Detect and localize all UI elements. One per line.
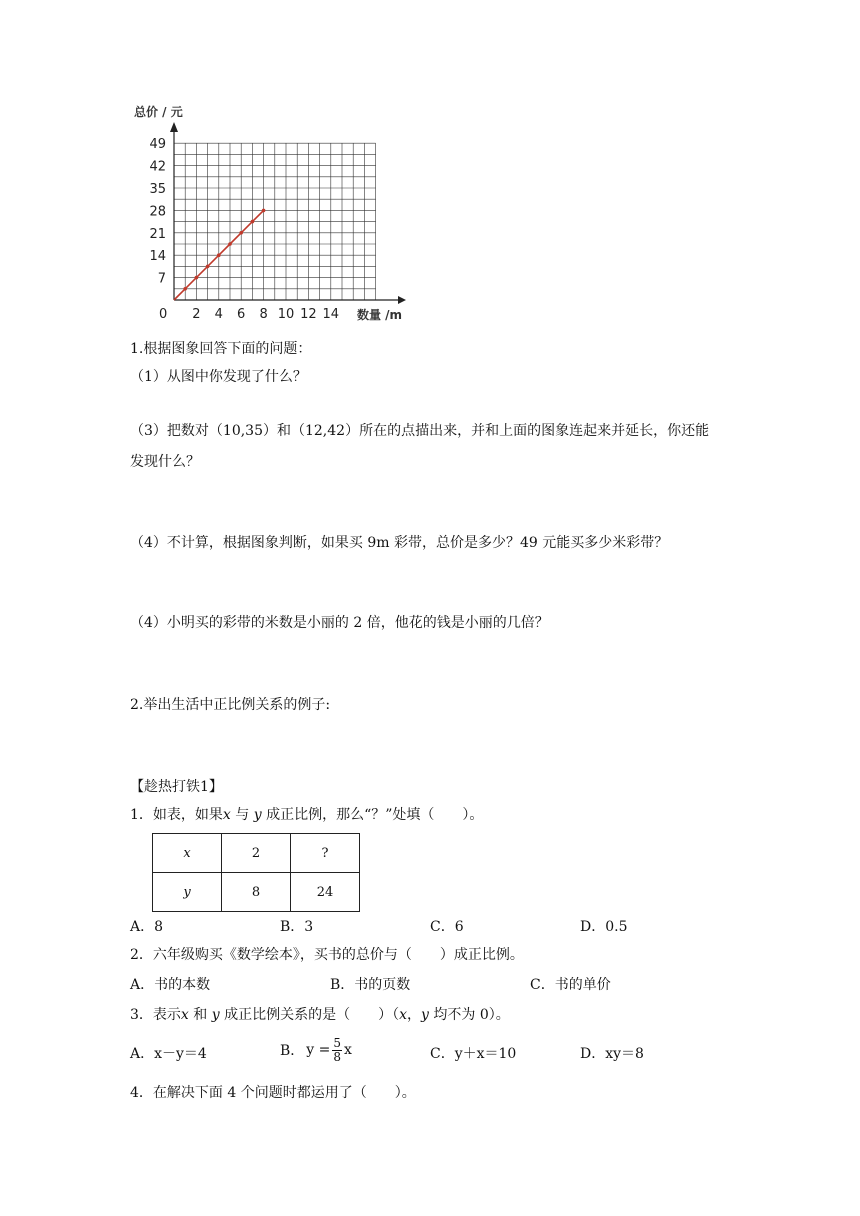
practice-q3-option-b: B． y = $\frac{5}{8}$ x bbox=[280, 1035, 352, 1064]
chart-series bbox=[174, 209, 265, 300]
x-tick-label: 4 bbox=[214, 307, 223, 322]
table-cell: 8 bbox=[222, 873, 291, 912]
table-cell: 2 bbox=[222, 834, 291, 873]
table-row bbox=[153, 873, 360, 912]
price-quantity-chart bbox=[128, 100, 428, 325]
x-tick-label: 8 bbox=[259, 307, 268, 322]
practice-q4-stem: 4．在解决下面 4 个问题时都运用了（ ）。 bbox=[130, 1085, 416, 1101]
data-point bbox=[195, 276, 199, 280]
q1-part4b: （4）小明买的彩带的米数是小丽的 2 倍，他花的钱是小丽的几倍？ bbox=[130, 615, 549, 631]
y-axis-arrow bbox=[170, 122, 178, 132]
practice-q3-stem: 3．表示x 和 y 成正比例关系的是（ ）（x，y 均不为 0）。 bbox=[130, 1007, 510, 1023]
q1-part3-line1: （3）把数对（10,35）和（12,42）所在的点描出来，并和上面的图象连起来并延长，你还能 bbox=[130, 423, 710, 439]
q1-part4a: （4）不计算，根据图象判断，如果买 9m 彩带，总价是多少？49 元能买多少米彩带？ bbox=[130, 535, 669, 551]
practice-q2-stem: 2．六年级购买《数学绘本》，买书的总价与（ ）成正比例。 bbox=[130, 947, 524, 963]
table-row bbox=[153, 834, 360, 873]
origin-label: 0 bbox=[159, 307, 168, 322]
practice-q1-table bbox=[152, 833, 360, 912]
x-axis-arrow bbox=[398, 296, 406, 304]
practice-q1-option-c: C．6 bbox=[430, 919, 464, 935]
y-tick-label: 7 bbox=[157, 271, 166, 287]
y-tick-label: 42 bbox=[149, 159, 166, 175]
y-tick-label: 14 bbox=[149, 249, 166, 265]
chart-grid bbox=[174, 143, 376, 300]
practice-q3-option-c: C．y＋x＝10 bbox=[430, 1046, 517, 1062]
fraction: $\frac{5}{8}$ bbox=[333, 1035, 342, 1064]
y-tick-label: 49 bbox=[149, 137, 166, 153]
q1-title: 1.根据图象回答下面的问题： bbox=[130, 341, 312, 357]
q1-part3-line2: 发现什么？ bbox=[130, 454, 200, 470]
practice-q2-option-a: A．书的本数 bbox=[130, 977, 211, 993]
q1-part1: （1）从图中你发现了什么？ bbox=[130, 369, 307, 385]
chart-axes bbox=[170, 122, 406, 304]
table-cell: x bbox=[153, 834, 222, 873]
x-tick-label: 14 bbox=[322, 307, 340, 322]
data-point bbox=[239, 231, 243, 235]
x-tick-label: 6 bbox=[237, 307, 246, 322]
x-tick-label: 10 bbox=[277, 307, 295, 322]
x-axis-label: 数量 /m bbox=[357, 308, 403, 322]
practice-q1-option-d: D．0.5 bbox=[580, 919, 628, 935]
practice-q1-option-b: B．3 bbox=[280, 919, 314, 935]
practice-q1-option-a: A．8 bbox=[130, 919, 164, 935]
y-tick-label: 28 bbox=[149, 204, 166, 220]
table-cell: ? bbox=[291, 834, 360, 873]
practice-q2-option-b: B．书的页数 bbox=[330, 977, 411, 993]
x-tick-label: 12 bbox=[300, 307, 317, 322]
practice-q1-stem: 1．如表，如果x 与 y 成正比例，那么“？”处填（ ）。 bbox=[130, 807, 484, 823]
data-point bbox=[217, 253, 221, 257]
data-point bbox=[206, 265, 210, 269]
x-tick-label: 2 bbox=[192, 307, 201, 322]
practice-q2-option-c: C．书的单价 bbox=[530, 977, 611, 993]
practice-q3-option-a: A．x－y＝4 bbox=[130, 1046, 207, 1062]
data-point bbox=[228, 242, 232, 246]
data-point bbox=[262, 209, 266, 213]
practice-q3-option-d: D．xy＝8 bbox=[580, 1046, 644, 1062]
table-cell: 24 bbox=[291, 873, 360, 912]
practice-heading: 【趁热打铁1】 bbox=[130, 779, 223, 795]
q2-title: 2.举出生活中正比例关系的例子: bbox=[130, 697, 331, 713]
y-tick-label: 35 bbox=[149, 182, 166, 197]
table-cell: y bbox=[153, 873, 222, 912]
data-point bbox=[183, 287, 187, 291]
y-tick-label: 21 bbox=[149, 226, 166, 242]
data-point bbox=[251, 220, 255, 224]
y-axis-label: 总价 / 元 bbox=[134, 105, 183, 119]
